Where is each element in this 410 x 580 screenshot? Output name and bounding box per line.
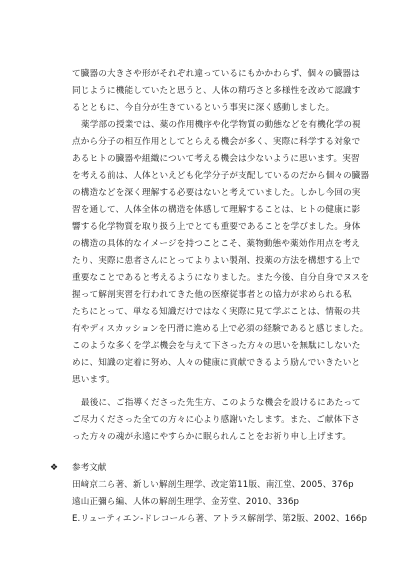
references-heading: 参考文献 bbox=[72, 463, 107, 473]
text-line: たちにとって、単なる知識だけではなく実際に見て学ぶことは、情報の共 bbox=[72, 307, 361, 317]
text-line: るとともに、今自分が生きているという事実に深く感動しました。 bbox=[72, 103, 335, 113]
paragraph-continuation bbox=[72, 66, 361, 117]
reference-item: 田﨑京二ら著、新しい解剖生理学、改定第11版、南江堂、2005、376p bbox=[72, 480, 354, 490]
text-line: った方々の魂が永遠にやすらかに眠られんことをお祈り申し上げます。 bbox=[72, 432, 352, 442]
text-line: 思います。 bbox=[72, 375, 116, 385]
reference-item: E.リューティエン-ドレコールら著、アトラス解剖学、第2版、2002、166p bbox=[72, 514, 368, 524]
text-line: 点から分子の相互作用としてとらえる機会が多く、実際に科学する対象で bbox=[72, 137, 361, 147]
reference-item: 遠山正彌ら編、人体の解剖生理学、金芳堂、2010、336p bbox=[72, 497, 300, 507]
text-line: の構造などを深く理解する必要はないと考えていました。しかし今回の実 bbox=[72, 188, 361, 198]
text-line: たり、実際に患者さんにとってよりよい製剤、投薬の方法を構想する上で bbox=[72, 256, 361, 266]
text-line: 薬学部の授業では、薬の作用機序や化学物質の動態などを有機化学の視 bbox=[81, 120, 361, 130]
text-line: あるヒトの臓器や組織について考える機会は少ないように思います。実習 bbox=[72, 154, 360, 164]
text-line: て臓器の大きさや形がそれぞれ違っているにもかかわらず、個々の臓器は bbox=[72, 69, 360, 79]
text-line: を考える前は、人体といえども化学分子が支配しているのだから個々の臓器 bbox=[72, 171, 370, 181]
text-line: 重要なことであると考えるようになりました。また今後、自分自身でヌスを bbox=[72, 273, 370, 283]
text-line: 同じように機能していたと思うと、人体の精巧さと多様性を改めて認識す bbox=[72, 86, 361, 96]
text-line: このような多くを学ぶ機会を与えて下さった方々の思いを無駄にしないた bbox=[72, 341, 361, 351]
text-line: 響する化学物質を取り扱う上でとても重要であることを学びました。身体 bbox=[72, 222, 361, 232]
text-line: ご尽力くださった全ての方々に心より感謝いたします。また、ご献体下さ bbox=[72, 415, 360, 425]
references-heading-row bbox=[50, 460, 355, 477]
diamond-bullet-icon: ❖ bbox=[50, 463, 59, 473]
paragraph-acknowledgement bbox=[72, 395, 361, 446]
text-line: 握って解剖実習を行われてきた他の医療従事者との協力が求められる私 bbox=[72, 290, 352, 300]
text-line: 習を通して、人体全体の構造を体感して理解することは、ヒトの健康に影 bbox=[72, 205, 361, 215]
text-line: 有やディスカッションを円滑に進める上で必須の経験であると感じました。 bbox=[72, 324, 369, 334]
references-section bbox=[50, 460, 368, 528]
text-line: の構造の具体的なイメージを持つことこそ、薬物動態や薬効作用点を考え bbox=[72, 239, 361, 249]
text-line: 最後に、ご指導くださった先生方、このような機会を設けるにあたって bbox=[81, 398, 361, 408]
paragraph-pharmacy-study bbox=[72, 117, 370, 389]
text-line: めに、知識の定着に努め、人々の健康に貢献できるよう励んでいきたいと bbox=[72, 358, 361, 368]
